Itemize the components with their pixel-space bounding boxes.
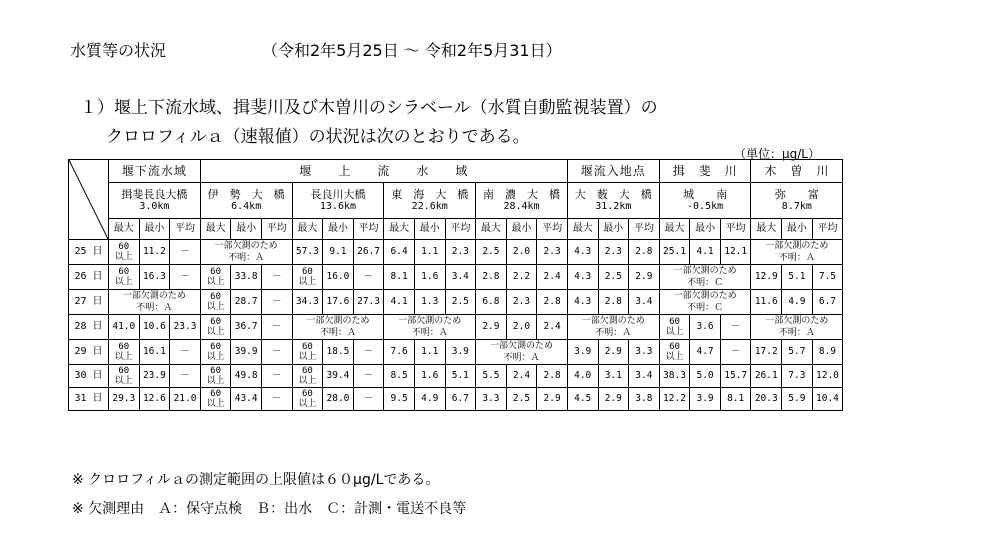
- value-cell: 8.5: [384, 365, 415, 388]
- value-cell: 60 以上: [292, 340, 323, 365]
- missing-data-cell: 一部欠測のため 不明：Ａ: [109, 290, 201, 315]
- station-km: 31.2km: [595, 200, 632, 212]
- station-km: 28.4km: [503, 200, 540, 212]
- stat-header: 最大: [200, 219, 231, 240]
- table-row: [69, 365, 843, 388]
- stat-header: 平均: [812, 219, 843, 240]
- value-cell: 18.5: [323, 340, 354, 365]
- station-name: 伊 勢 大 橋: [207, 187, 285, 201]
- value-cell: 2.9: [629, 265, 660, 290]
- value-cell: 23.9: [139, 365, 170, 388]
- value-cell: 28.0: [323, 388, 354, 411]
- value-cell: 8.1: [384, 265, 415, 290]
- value-cell: 2.4: [506, 365, 537, 388]
- station-header: [200, 183, 292, 219]
- chlorophyll-table: [68, 159, 843, 411]
- value-cell: 10.6: [139, 315, 170, 340]
- value-cell: 10.4: [812, 388, 843, 411]
- value-cell: 3.4: [445, 265, 476, 290]
- table-row: [69, 315, 843, 340]
- value-cell: 2.5: [506, 388, 537, 411]
- value-cell: 8.9: [812, 340, 843, 365]
- value-cell: 33.8: [231, 265, 262, 290]
- note-missing-reasons: ※ 欠測理由 Ａ：保守点検 Ｂ：出水 Ｃ：計測・電送不良等: [72, 501, 467, 517]
- value-cell: 5.1: [782, 265, 813, 290]
- group-header: 堰流入地点: [567, 160, 659, 183]
- value-cell: 3.6: [690, 315, 721, 340]
- value-cell: 1.6: [414, 365, 445, 388]
- value-cell: －: [261, 340, 292, 365]
- value-cell: 60 以上: [200, 365, 231, 388]
- value-cell: 60 以上: [659, 315, 690, 340]
- station-name: 弥 富: [774, 187, 819, 201]
- stat-header: 最大: [384, 219, 415, 240]
- value-cell: 41.0: [109, 315, 140, 340]
- stat-header: 最大: [659, 219, 690, 240]
- stat-header: 最大: [292, 219, 323, 240]
- value-cell: 12.2: [659, 388, 690, 411]
- group-header: 揖 斐 川: [659, 160, 751, 183]
- value-cell: 4.9: [782, 290, 813, 315]
- value-cell: －: [353, 365, 384, 388]
- value-cell: 12.6: [139, 388, 170, 411]
- value-cell: 60 以上: [292, 365, 323, 388]
- value-cell: 38.3: [659, 365, 690, 388]
- station-header: [476, 183, 568, 219]
- station-name: 南 濃 大 橋: [483, 187, 561, 201]
- value-cell: 26.1: [751, 365, 782, 388]
- value-cell: 57.3: [292, 240, 323, 265]
- value-cell: 49.8: [231, 365, 262, 388]
- value-cell: 60 以上: [200, 265, 231, 290]
- table-header-stats: [69, 219, 843, 240]
- value-cell: 43.4: [231, 388, 262, 411]
- value-cell: －: [720, 340, 751, 365]
- station-name: 揖斐長良大橋: [121, 187, 188, 201]
- value-cell: 12.0: [812, 365, 843, 388]
- day-label: 27 日: [69, 290, 109, 315]
- value-cell: －: [261, 315, 292, 340]
- value-cell: －: [170, 340, 201, 365]
- group-header: 堰 上 流 水 域: [200, 160, 567, 183]
- day-label: 29 日: [69, 340, 109, 365]
- value-cell: －: [261, 265, 292, 290]
- value-cell: 4.7: [690, 340, 721, 365]
- missing-data-cell: 一部欠測のため 不明：Ａ: [200, 240, 292, 265]
- stat-header: 平均: [629, 219, 660, 240]
- value-cell: 2.5: [598, 265, 629, 290]
- value-cell: －: [170, 365, 201, 388]
- station-header: [292, 183, 384, 219]
- missing-data-cell: 一部欠測のため 不明：Ａ: [476, 340, 568, 365]
- value-cell: 6.4: [384, 240, 415, 265]
- stat-header: 平均: [353, 219, 384, 240]
- value-cell: －: [170, 240, 201, 265]
- value-cell: 4.1: [690, 240, 721, 265]
- value-cell: 4.9: [414, 388, 445, 411]
- station-km: 6.4km: [231, 200, 262, 212]
- value-cell: 7.6: [384, 340, 415, 365]
- value-cell: 2.3: [506, 290, 537, 315]
- station-km: 22.6km: [411, 200, 448, 212]
- station-km: 8.7km: [781, 200, 812, 212]
- table-row: [69, 290, 843, 315]
- value-cell: －: [353, 265, 384, 290]
- stat-header: 平均: [720, 219, 751, 240]
- stat-header: 平均: [261, 219, 292, 240]
- value-cell: 23.3: [170, 315, 201, 340]
- missing-data-cell: 一部欠測のため 不明：Ａ: [751, 240, 843, 265]
- value-cell: 60 以上: [292, 265, 323, 290]
- value-cell: 11.6: [751, 290, 782, 315]
- value-cell: 12.9: [751, 265, 782, 290]
- value-cell: 2.9: [598, 388, 629, 411]
- value-cell: 2.8: [598, 290, 629, 315]
- table-corner: [69, 160, 109, 240]
- value-cell: －: [261, 290, 292, 315]
- group-header: 木 曽 川: [751, 160, 843, 183]
- value-cell: 39.9: [231, 340, 262, 365]
- value-cell: 2.3: [537, 240, 568, 265]
- value-cell: 60 以上: [109, 340, 140, 365]
- stat-header: 最小: [782, 219, 813, 240]
- value-cell: 2.0: [506, 240, 537, 265]
- value-cell: 2.3: [445, 240, 476, 265]
- value-cell: 16.1: [139, 340, 170, 365]
- day-label: 30 日: [69, 365, 109, 388]
- value-cell: 27.3: [353, 290, 384, 315]
- station-header: [659, 183, 751, 219]
- value-cell: 3.4: [629, 290, 660, 315]
- value-cell: 3.1: [598, 365, 629, 388]
- table-row: [69, 388, 843, 411]
- value-cell: 4.3: [567, 240, 598, 265]
- intro-line-1: １）堰上下流水域、揖斐川及び木曽川のシラベール（水質自動監視装置）の: [80, 98, 658, 118]
- value-cell: 4.5: [567, 388, 598, 411]
- value-cell: 60 以上: [659, 340, 690, 365]
- value-cell: 3.9: [445, 340, 476, 365]
- value-cell: 17.6: [323, 290, 354, 315]
- table-row: [69, 265, 843, 290]
- stat-header: 最大: [751, 219, 782, 240]
- value-cell: 2.2: [506, 265, 537, 290]
- intro-line-2: クロロフィルａ（速報値）の状況は次のとおりである。: [106, 127, 530, 147]
- value-cell: 60 以上: [109, 365, 140, 388]
- missing-data-cell: 一部欠測のため 不明：Ｃ: [659, 265, 751, 290]
- missing-data-cell: 一部欠測のため 不明：Ｃ: [659, 290, 751, 315]
- value-cell: 5.5: [476, 365, 507, 388]
- value-cell: －: [170, 265, 201, 290]
- stat-header: 最小: [598, 219, 629, 240]
- value-cell: 20.3: [751, 388, 782, 411]
- page-title: 水質等の状況: [70, 41, 167, 60]
- station-name: 城 南: [683, 187, 728, 201]
- value-cell: 34.3: [292, 290, 323, 315]
- station-header: [567, 183, 659, 219]
- value-cell: 21.0: [170, 388, 201, 411]
- value-cell: 28.7: [231, 290, 262, 315]
- value-cell: 6.8: [476, 290, 507, 315]
- value-cell: 12.1: [720, 240, 751, 265]
- stat-header: 最小: [506, 219, 537, 240]
- value-cell: 16.3: [139, 265, 170, 290]
- value-cell: 2.8: [537, 365, 568, 388]
- station-name: 大 薮 大 橋: [574, 187, 652, 201]
- table-header-groups: [69, 160, 843, 183]
- value-cell: 60 以上: [292, 388, 323, 411]
- note-measurement-limit: ※ クロロフィルａの測定範囲の上限値は６０μg/Lである。: [72, 472, 440, 488]
- value-cell: 17.2: [751, 340, 782, 365]
- value-cell: 11.2: [139, 240, 170, 265]
- day-label: 31 日: [69, 388, 109, 411]
- value-cell: 7.3: [782, 365, 813, 388]
- station-header: [109, 183, 201, 219]
- value-cell: 60 以上: [200, 290, 231, 315]
- station-km: -0.5km: [687, 200, 724, 212]
- value-cell: 15.7: [720, 365, 751, 388]
- station-name: 長良川大橋: [310, 187, 366, 201]
- value-cell: －: [353, 340, 384, 365]
- value-cell: 3.8: [629, 388, 660, 411]
- table-header-stations: [69, 183, 843, 219]
- day-label: 28 日: [69, 315, 109, 340]
- value-cell: 3.3: [476, 388, 507, 411]
- station-km: 3.0km: [139, 200, 170, 212]
- stat-header: 平均: [170, 219, 201, 240]
- stat-header: 最小: [231, 219, 262, 240]
- value-cell: 1.3: [414, 290, 445, 315]
- station-km: 13.6km: [319, 200, 357, 212]
- stat-header: 平均: [537, 219, 568, 240]
- table-row: [69, 340, 843, 365]
- value-cell: －: [720, 315, 751, 340]
- value-cell: 2.9: [476, 315, 507, 340]
- value-cell: 5.9: [782, 388, 813, 411]
- value-cell: 2.0: [506, 315, 537, 340]
- value-cell: 4.1: [384, 290, 415, 315]
- value-cell: 3.9: [567, 340, 598, 365]
- stat-header: 最小: [323, 219, 354, 240]
- value-cell: －: [261, 365, 292, 388]
- value-cell: 2.9: [598, 340, 629, 365]
- value-cell: 8.1: [720, 388, 751, 411]
- value-cell: 25.1: [659, 240, 690, 265]
- stat-header: 最小: [414, 219, 445, 240]
- stat-header: 平均: [445, 219, 476, 240]
- value-cell: 60 以上: [109, 240, 140, 265]
- value-cell: －: [353, 388, 384, 411]
- group-header: 堰下流水域: [109, 160, 201, 183]
- value-cell: 39.4: [323, 365, 354, 388]
- value-cell: 60 以上: [200, 388, 231, 411]
- missing-data-cell: 一部欠測のため 不明：Ａ: [751, 315, 843, 340]
- value-cell: 2.8: [537, 290, 568, 315]
- value-cell: 2.8: [476, 265, 507, 290]
- value-cell: 1.1: [414, 240, 445, 265]
- stat-header: 最小: [690, 219, 721, 240]
- value-cell: 5.1: [445, 365, 476, 388]
- missing-data-cell: 一部欠測のため 不明：Ａ: [292, 315, 384, 340]
- day-label: 25 日: [69, 240, 109, 265]
- value-cell: 2.8: [629, 240, 660, 265]
- missing-data-cell: 一部欠測のため 不明：Ａ: [567, 315, 659, 340]
- value-cell: 60 以上: [200, 315, 231, 340]
- unit-label: （単位：μg/L）: [734, 147, 820, 161]
- value-cell: 29.3: [109, 388, 140, 411]
- value-cell: 2.5: [445, 290, 476, 315]
- value-cell: 26.7: [353, 240, 384, 265]
- value-cell: 4.3: [567, 290, 598, 315]
- value-cell: 3.9: [690, 388, 721, 411]
- station-name: 東 海 大 橋: [391, 187, 469, 201]
- value-cell: 6.7: [445, 388, 476, 411]
- value-cell: 5.0: [690, 365, 721, 388]
- value-cell: 3.4: [629, 365, 660, 388]
- value-cell: 4.3: [567, 265, 598, 290]
- table-row: [69, 240, 843, 265]
- stat-header: 最大: [476, 219, 507, 240]
- value-cell: 3.3: [629, 340, 660, 365]
- value-cell: 1.6: [414, 265, 445, 290]
- value-cell: 60 以上: [109, 265, 140, 290]
- value-cell: 9.5: [384, 388, 415, 411]
- station-header: [751, 183, 843, 219]
- station-header: [384, 183, 476, 219]
- value-cell: 36.7: [231, 315, 262, 340]
- value-cell: 7.5: [812, 265, 843, 290]
- value-cell: －: [261, 388, 292, 411]
- value-cell: 5.7: [782, 340, 813, 365]
- value-cell: 2.9: [537, 388, 568, 411]
- missing-data-cell: 一部欠測のため 不明：Ａ: [384, 315, 476, 340]
- value-cell: 16.0: [323, 265, 354, 290]
- value-cell: 1.1: [414, 340, 445, 365]
- value-cell: 2.3: [598, 240, 629, 265]
- report-period: （令和2年5月25日 ～ 令和2年5月31日）: [262, 41, 562, 60]
- value-cell: 4.0: [567, 365, 598, 388]
- value-cell: 2.4: [537, 315, 568, 340]
- stat-header: 最大: [109, 219, 140, 240]
- day-label: 26 日: [69, 265, 109, 290]
- value-cell: 2.4: [537, 265, 568, 290]
- value-cell: 60 以上: [200, 340, 231, 365]
- stat-header: 最大: [567, 219, 598, 240]
- value-cell: 2.5: [476, 240, 507, 265]
- stat-header: 最小: [139, 219, 170, 240]
- value-cell: 9.1: [323, 240, 354, 265]
- value-cell: 6.7: [812, 290, 843, 315]
